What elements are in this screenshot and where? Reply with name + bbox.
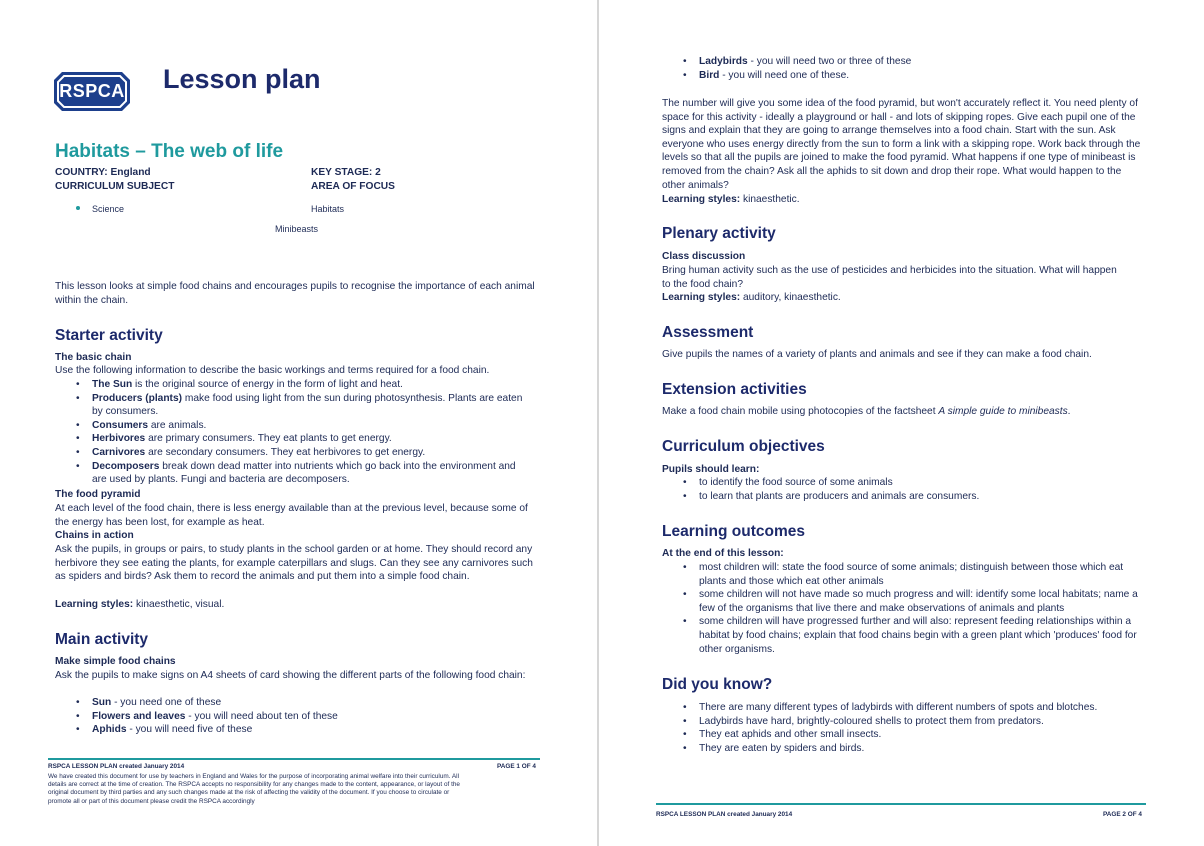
objectives-heading: Curriculum objectives <box>662 438 825 455</box>
footer-created: RSPCA LESSON PLAN created January 2014 <box>48 763 185 770</box>
list-item: • Bird - you will need one of these. <box>683 69 850 81</box>
bullet-icon: • <box>683 477 687 488</box>
list-item: • There are many different types of ladybirds with different numbers of spots and blotches. <box>683 702 1098 713</box>
food-pyramid-text: At each level of the food chain, there is less energy available than at the previous level, because some of the energy has been lost, for example as heat. <box>55 503 528 528</box>
list-item: • Sun - you need one of these <box>76 697 222 708</box>
list-item: • Flowers and leaves - you will need about ten of these <box>76 710 338 722</box>
key-stage-label: KEY STAGE: 2 <box>311 167 381 178</box>
bullet-icon: • <box>683 589 687 601</box>
list-item: • some children will not have made so much progress and will: identify some local habitats; name a few of the organisms that live there and make observations of animals and plants <box>683 589 1138 614</box>
list-item: • The Sun is the original source of energy in the form of light and heat. <box>76 379 403 390</box>
bullet-icon: • <box>683 616 687 628</box>
assessment-heading: Assessment <box>662 324 754 341</box>
focus-value-2: Minibeasts <box>275 224 319 234</box>
chains-in-action-text: Ask the pupils, in groups or pairs, to study plants in the school garden or at home. They should record any herbivore they see eating the plants, for example caterpillars and slugs. Can they see any carnivores such as spiders and birds? Ask them to record the animals and put them into a simple food chain. <box>55 544 533 583</box>
list-item: • Herbivores are primary consumers. They eat plants to get energy. <box>76 433 392 445</box>
footer-page-number: PAGE 2 OF 4 <box>1103 811 1142 818</box>
focus-label: AREA OF FOCUS <box>311 181 395 192</box>
footer-rule <box>48 758 540 760</box>
main-intro: Ask the pupils to make signs on A4 sheets of card showing the different parts of the following food chain: <box>55 670 526 681</box>
bullet-icon: • <box>683 56 687 67</box>
main-learning-styles: Learning styles: kinaesthetic. <box>662 194 800 205</box>
main-activity-heading: Main activity <box>55 631 149 648</box>
starter-learning-styles: Learning styles: kinaesthetic, visual. <box>55 599 225 610</box>
objectives-list <box>663 476 1133 503</box>
list-item: • to identify the food source of some animals <box>683 477 893 488</box>
list-item: • Aphids - you will need five of these <box>76 724 253 736</box>
bullet-icon: • <box>683 562 687 573</box>
bullet-icon: • <box>683 490 687 502</box>
logo-text: RSPCA <box>59 81 125 101</box>
make-food-chains-subheading: Make simple food chains <box>55 656 176 667</box>
list-item: • some children will have progressed further and will also: represent feeding relationships within a habitat by food chains; explain that food chains begin with a green plant which 'produces' food for other organisms. <box>683 616 1137 655</box>
list-item: • Producers (plants) make food using light from the sun during photosynthesis. Plants are eaten by consumers. <box>76 392 523 418</box>
list-item: • Decomposers break down dead matter into nutrients which go back into the environment and are used by plants. Fungi and bacteria are decomposers. <box>76 460 516 486</box>
list-item: • Carnivores are secondary consumers. They eat herbivores to get energy. <box>76 446 426 458</box>
list-item: • most children will: state the food source of some animals; distinguish between those which eat plants and those which eat other animals <box>683 562 1124 587</box>
list-item: • to learn that plants are producers and animals are consumers. <box>683 490 980 502</box>
bullet-icon <box>76 206 80 210</box>
bullet-icon: • <box>76 433 80 445</box>
footer-disclaimer: We have created this document for use by teachers in England and Wales for the purpose of incorporating animal welfare into their curriculum. All details are correct at the time of creation. The RSPCA accepts no responsibility for any changes made to the content, appearance, or layout of the original document by third parties and any such changes made at the risk of affecting the validity of the document. If you choose to circulate or promote all or part of this document please credit the RSPCA accordingly <box>48 773 460 805</box>
intro-paragraph: This lesson looks at simple food chains and encourages pupils to recognise the importance of each animal within the chain. <box>55 281 535 306</box>
starter-intro: Use the following information to describe the basic workings and terms required for a food chain. <box>55 365 490 376</box>
list-item: • Ladybirds - you will need two or three of these <box>683 56 912 67</box>
outcomes-heading: Learning outcomes <box>662 523 805 540</box>
focus-value: Habitats <box>311 204 345 214</box>
chains-in-action-subheading: Chains in action <box>55 530 134 541</box>
list-item: • They eat aphids and other small insects. <box>683 729 882 741</box>
bullet-icon: • <box>76 710 80 722</box>
subject-label: CURRICULUM SUBJECT <box>55 181 175 192</box>
rspca-logo <box>52 70 132 113</box>
outcomes-list <box>663 561 1147 656</box>
plenary-heading: Plenary activity <box>662 225 776 242</box>
extension-text: Make a food chain mobile using photocopies of the factsheet A simple guide to minibeasts. <box>662 406 1071 417</box>
bullet-icon: • <box>76 379 80 390</box>
list-item: • Ladybirds have hard, brightly-coloured shells to protect them from predators. <box>683 715 1044 727</box>
objectives-subheading: Pupils should learn: <box>662 464 760 475</box>
subject-value: Science <box>92 204 125 214</box>
plenary-learning-styles: Learning styles: auditory, kinaesthetic. <box>662 292 841 303</box>
bullet-icon: • <box>76 392 80 404</box>
class-discussion-subheading: Class discussion <box>662 251 746 262</box>
did-you-know-list <box>663 701 1147 755</box>
list-item: • They are eaten by spiders and birds. <box>683 742 865 754</box>
outcomes-subheading: At the end of this lesson: <box>662 548 784 559</box>
bullet-icon: • <box>76 697 80 708</box>
plenary-text: Bring human activity such as the use of pesticides and herbicides into the situation. What will happen to the food chain? <box>662 265 1117 290</box>
starter-heading: Starter activity <box>55 327 163 344</box>
main-paragraph: The number will give you some idea of the food pyramid, but won't accurately reflect it. You need plenty of space for this activity - ideally a playground or hall - and lots of skipping ropes. Give each pupil one of the signs and explain that they are going to arrange themselves into a food chain. Start with the sun. Ask everyone who uses energy directly from the sun to form a link with a skipping rope. Work back through the levels so that all the pupils are joined to make the food pyramid. What happens if one type of minibeast is removed from the chain? Ask all the aphids to sit down and drop their rope. What would happen to the other animals? <box>662 98 1141 191</box>
page-1 <box>0 0 597 846</box>
bullet-icon: • <box>76 446 80 458</box>
footer-created: RSPCA LESSON PLAN created January 2014 <box>656 811 793 818</box>
extension-heading: Extension activities <box>662 381 807 398</box>
starter-list <box>56 378 526 487</box>
bullet-icon: • <box>683 69 687 81</box>
bullet-icon: • <box>683 715 687 727</box>
footer-rule <box>656 803 1146 805</box>
bullet-icon: • <box>76 724 80 736</box>
assessment-text: Give pupils the names of a variety of plants and animals and see if they can make a food chain. <box>662 349 1092 360</box>
footer-page-number: PAGE 1 OF 4 <box>497 763 536 770</box>
lesson-topic: Habitats – The web of life <box>55 141 284 162</box>
list-item: • Consumers are animals. <box>76 419 207 431</box>
bullet-icon: • <box>683 729 687 741</box>
page-title: Lesson plan <box>163 64 321 94</box>
bullet-icon: • <box>76 419 80 431</box>
page-2 <box>599 0 1204 846</box>
main-list-part1 <box>56 696 526 737</box>
food-pyramid-subheading: The food pyramid <box>55 489 141 500</box>
bullet-icon: • <box>76 460 80 472</box>
main-list-part2 <box>663 55 1133 82</box>
bullet-icon: • <box>683 742 687 754</box>
bullet-icon: • <box>683 702 687 713</box>
did-you-know-heading: Did you know? <box>662 676 773 693</box>
basic-chain-subheading: The basic chain <box>55 352 132 363</box>
country-label: COUNTRY: England <box>55 167 151 178</box>
